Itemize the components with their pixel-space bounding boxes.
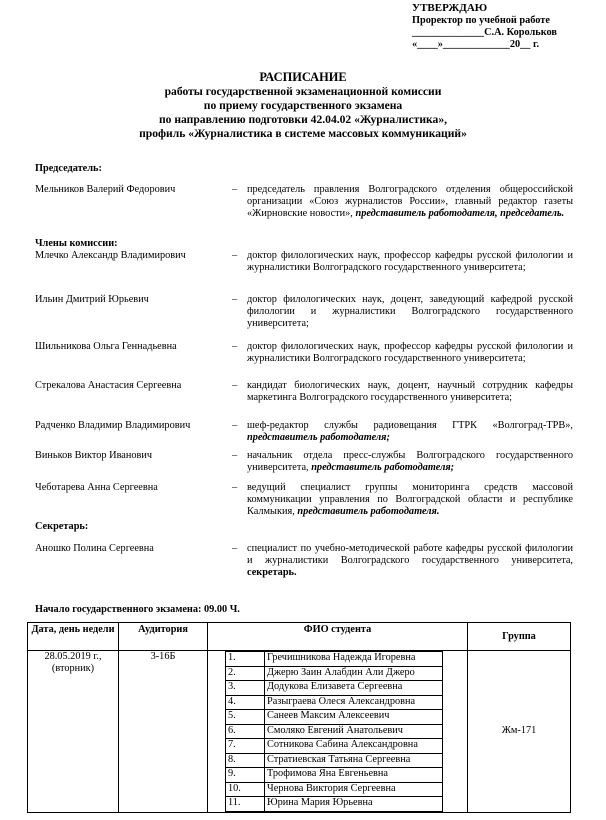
student-name: Джерю Заин Алабдин Али Джеро xyxy=(265,666,443,681)
member-description: специалист по учебно-методической работе кафедры русской филологии и журналистики Волгоградского государственного университета, секретарь. xyxy=(247,543,573,579)
dash: – xyxy=(232,482,238,493)
approval-position: Проректор по учебной работе xyxy=(412,14,550,26)
document-title xyxy=(30,70,576,141)
students-list xyxy=(225,651,443,812)
student-name: Гречишникова Надежда Игоревна xyxy=(265,652,443,667)
student-number: 3. xyxy=(226,681,265,696)
student-row xyxy=(226,666,443,681)
dash: – xyxy=(232,250,238,261)
student-number: 10. xyxy=(226,782,265,797)
member-description: ведущий специалист группы мониторинга средств массовой коммуникации управления по Волгоградской области и республике Калмыкия, представитель работодателя. xyxy=(247,482,573,518)
student-name: Трофимова Яна Евгеньевна xyxy=(265,768,443,783)
section-secretary: Секретарь: xyxy=(35,521,89,532)
title-line: по направлению подготовки 42.04.02 «Журналистика», xyxy=(158,112,448,126)
member-name: Шильникова Ольга Геннадьевна xyxy=(35,341,177,352)
student-number: 7. xyxy=(226,739,265,754)
dash: – xyxy=(232,543,238,554)
student-number: 6. xyxy=(226,724,265,739)
member-name: Чеботарева Анна Сергеевна xyxy=(35,482,158,493)
member-description: шеф-редактор службы радиовещания ГТРК «Волгоград-ТРВ», представитель работодателя; xyxy=(247,420,573,444)
section-members: Члены комиссии: xyxy=(35,238,118,249)
student-row xyxy=(226,797,443,812)
student-row xyxy=(226,652,443,667)
member-name: Аношко Полина Сергеевна xyxy=(35,543,154,554)
approval-heading: УТВЕРЖДАЮ xyxy=(412,2,488,14)
member-role: представитель работодателя, председатель. xyxy=(355,208,565,220)
student-number: 8. xyxy=(226,753,265,768)
member-role: представитель работодателя; xyxy=(311,462,455,474)
student-name: Чернова Виктория Сергеевна xyxy=(265,782,443,797)
member-name: Ильин Дмитрий Юрьевич xyxy=(35,294,149,305)
member-name: Виньков Виктор Иванович xyxy=(35,450,153,461)
member-description: доктор филологических наук, доцент, заведующий кафедрой русской филологии и журналистики Волгоградского государственного университета; xyxy=(247,294,573,330)
student-number: 11. xyxy=(226,797,265,812)
member-role: представитель работодателя; xyxy=(247,432,390,444)
student-name: Сотникова Сабина Александровна xyxy=(265,739,443,754)
student-name: Смоляко Евгений Анатольевич xyxy=(265,724,443,739)
dash: – xyxy=(232,450,238,461)
dash: – xyxy=(232,184,238,195)
student-row xyxy=(226,710,443,725)
student-row xyxy=(226,695,443,710)
student-row xyxy=(226,753,443,768)
member-description: доктор филологических наук, профессор кафедры русской филологии и журналистики Волгоградского государственного университета; xyxy=(247,250,573,274)
student-name: Додукова Елизавета Сергеевна xyxy=(265,681,443,696)
student-row xyxy=(226,724,443,739)
students-cell xyxy=(208,651,468,813)
member-name: Радченко Владимир Владимирович xyxy=(35,420,191,431)
header-group: Группа xyxy=(468,623,571,651)
dash: – xyxy=(232,341,238,352)
student-row xyxy=(226,739,443,754)
member-description: доктор филологических наук, профессор кафедры русской филологии и журналистики Волгоградского государственного университета; xyxy=(247,341,573,365)
dash: – xyxy=(232,294,238,305)
member-name: Стрекалова Анастасия Сергеевна xyxy=(35,380,182,391)
exam-group: Жм-171 xyxy=(468,651,571,813)
student-name: Разыграева Олеся Александровна xyxy=(265,695,443,710)
student-row xyxy=(226,782,443,797)
approval-date: «____»_____________20__ г. xyxy=(412,39,540,51)
member-description: начальник отдела пресс-службы Волгоградского государственного университета, представитель работодателя; xyxy=(247,450,573,474)
title-main: РАСПИСАНИЕ xyxy=(259,70,347,84)
section-chair: Председатель: xyxy=(35,163,102,174)
student-name: Санеев Максим Алексеевич xyxy=(265,710,443,725)
header-auditorium: Аудитория xyxy=(119,623,208,651)
member-role: секретарь. xyxy=(247,567,297,579)
title-line: по приему государственного экзамена xyxy=(203,98,403,112)
exam-auditorium: 3-16Б xyxy=(119,651,208,813)
title-line: профиль «Журналистика в системе массовых коммуникаций» xyxy=(139,126,467,140)
member-description: председатель правления Волгоградского отделения общероссийской организации «Союз журналистов России», главный редактор газеты «Жирновские новости», представитель работодателя, председатель. xyxy=(247,184,573,220)
student-number: 2. xyxy=(226,666,265,681)
student-number: 9. xyxy=(226,768,265,783)
table-row xyxy=(28,651,571,813)
student-row xyxy=(226,681,443,696)
member-name: Млечко Александр Владимирович xyxy=(35,250,186,261)
dash: – xyxy=(232,420,238,431)
title-line: работы государственной экзаменационной комиссии xyxy=(164,84,442,98)
student-name: Юрина Мария Юрьевна xyxy=(265,797,443,812)
student-number: 4. xyxy=(226,695,265,710)
table-header-row xyxy=(28,623,571,651)
member-description: кандидат биологических наук, доцент, научный сотрудник кафедры маркетинга Волгоградского государственного университета; xyxy=(247,380,573,404)
approval-block xyxy=(412,2,557,51)
header-date: Дата, день недели xyxy=(28,623,119,651)
exam-date: 28.05.2019 г., (вторник) xyxy=(28,651,119,813)
member-role: представитель работодателя. xyxy=(297,506,440,518)
student-row xyxy=(226,768,443,783)
member-name: Мельников Валерий Федорович xyxy=(35,184,176,195)
approval-signature: ______________С.А. Корольков xyxy=(412,27,557,39)
header-students: ФИО студента xyxy=(208,623,468,651)
schedule-table xyxy=(27,622,571,813)
student-number: 5. xyxy=(226,710,265,725)
student-name: Стратиевская Татьяна Сергеевна xyxy=(265,753,443,768)
student-number: 1. xyxy=(226,652,265,667)
exam-start-time: Начало государственного экзамена: 09.00 Ч. xyxy=(35,604,240,615)
dash: – xyxy=(232,380,238,391)
